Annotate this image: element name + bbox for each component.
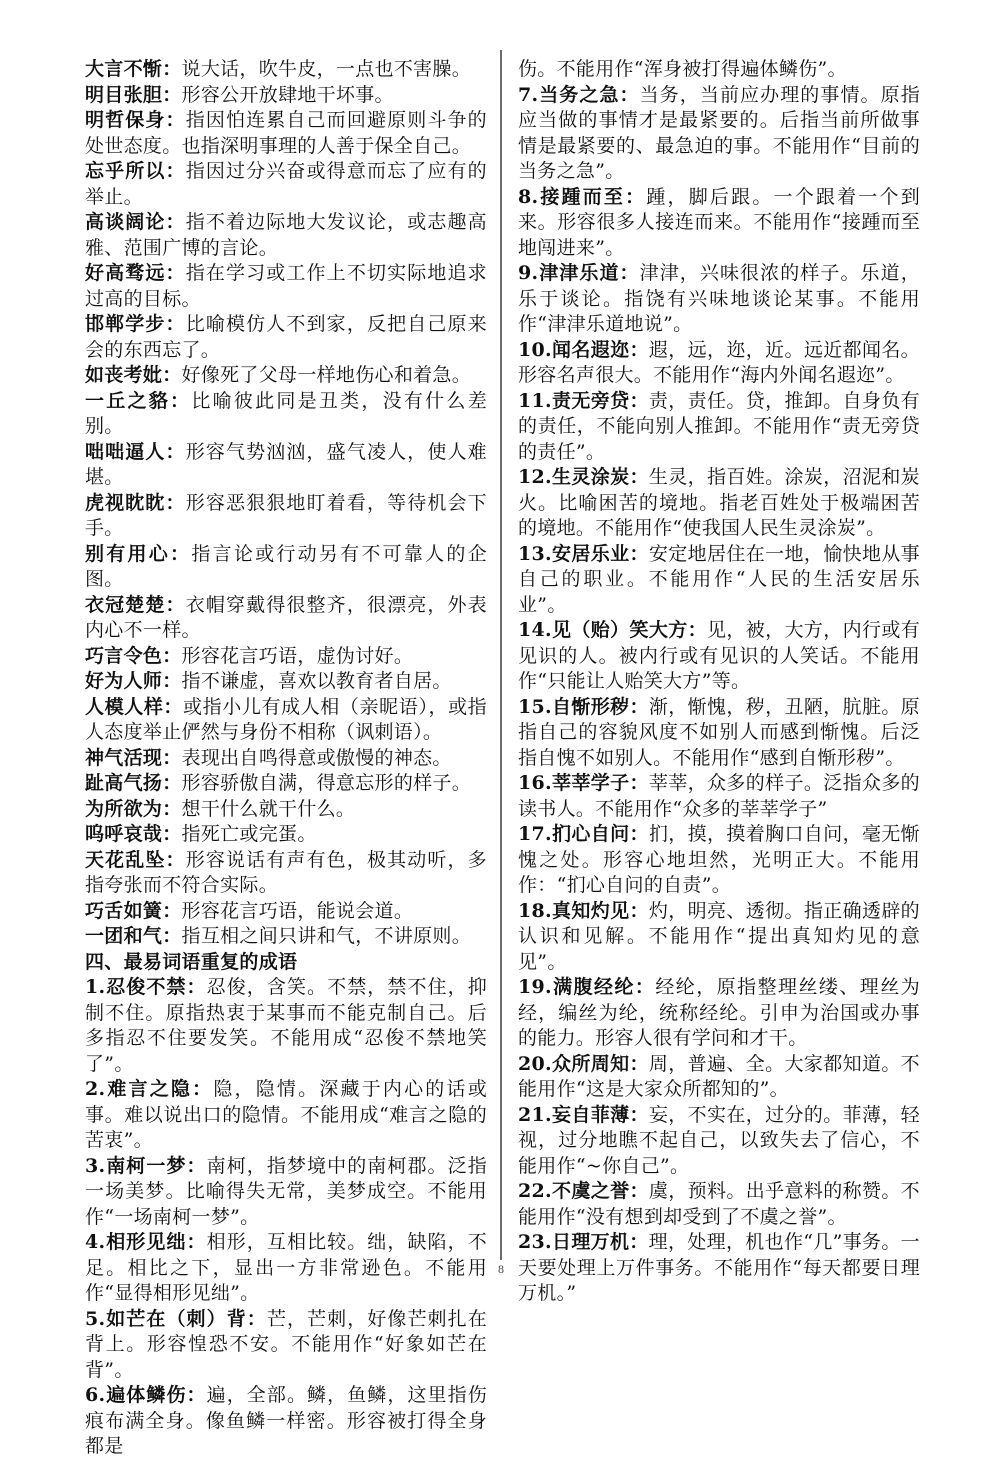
idiom-term: 5.如芒在（刺）背： (85, 1307, 267, 1330)
idiom-term: 19.满腹经纶： (518, 976, 656, 998)
idiom-definition: 生灵，指百姓。涂炭，沼泥和炭火。比喻困苦的境地。指老百姓处于极端困苦的境地。不能用作“使我国人民生灵涂炭”。 (518, 466, 920, 539)
idiom-entry (518, 465, 920, 542)
idiom-entry (85, 899, 487, 925)
idiom-entry (85, 491, 487, 542)
idiom-entry (518, 1052, 920, 1103)
idiom-term: 9.津津乐道： (518, 262, 640, 284)
idiom-definition: 妄，不实在，过分的。菲薄，轻视，过分地瞧不起自己，以致失去了信心，不能用作“~你自己”。 (518, 1103, 920, 1177)
idiom-term: 17.扪心自问： (518, 823, 649, 845)
idiom-term: 20.众所周知： (518, 1052, 649, 1075)
idiom-entry (85, 389, 487, 440)
idiom-entry (85, 210, 487, 261)
idiom-term: 22.不虞之誉： (518, 1180, 649, 1202)
idiom-term: 高谈阔论： (85, 211, 186, 233)
idiom-entry (85, 1307, 487, 1384)
idiom-entry (85, 771, 487, 797)
page-number: 8 (498, 1262, 504, 1276)
idiom-entry (85, 1154, 487, 1231)
left-column (85, 57, 487, 1460)
idiom-list-numbered (85, 975, 487, 1460)
idiom-term: 天花乱坠： (85, 848, 186, 871)
idiom-term: 衣冠楚楚： (85, 593, 186, 616)
section-heading: 四、最易词语重复的成语 (85, 950, 298, 973)
idiom-definition: 当务，当前应办理的事情。原指应当做的事情才是最紧要的。后指当前所做事情是最紧要的、最急迫的事。不能用作“目前的当务之急”。 (518, 83, 921, 182)
idiom-entry (85, 1077, 487, 1154)
idiom-term: 好高骛远： (85, 262, 186, 284)
idiom-definition: 遍，全部。鳞，鱼鳞，这里指伤痕布满全身。像鱼鳞一样密。形容被打得全身都是 (85, 1384, 488, 1457)
idiom-term: 如丧考妣： (85, 364, 182, 386)
idiom-definition: 灼，明亮、透彻。指正确透辟的认识和见解。不能用作“提出真知灼见的意见”。 (518, 899, 920, 973)
idiom-entry (85, 1230, 487, 1307)
idiom-definition: 形容气势汹汹，盛气凌人，使人难堪。 (85, 440, 487, 488)
idiom-term: 巧舌如簧： (85, 899, 182, 922)
idiom-definition: 指死亡或完蛋。 (181, 823, 317, 845)
idiom-list-general (85, 57, 487, 950)
idiom-term: 忘乎所以： (85, 160, 186, 182)
idiom-entry (85, 822, 487, 848)
idiom-entry (85, 644, 487, 670)
idiom-definition: 见，被，大方，内行或有见识的人。被内行或有见识的人笑话。不能用作“只能让人贻笑大方”等。 (518, 619, 920, 692)
idiom-definition: 形容恶狠狠地盯着看，等待机会下手。 (85, 491, 487, 539)
idiom-term: 人模人样： (85, 695, 184, 718)
idiom-definition: 指不谦虚，喜欢以教育者自居。 (181, 670, 452, 692)
idiom-term: 7.当务之急： (518, 83, 640, 106)
idiom-term: 18.真知灼见： (518, 899, 649, 922)
idiom-entry (85, 108, 487, 159)
idiom-term: 好为人师： (85, 670, 182, 692)
idiom-term: 1.忍俊不禁： (85, 976, 207, 998)
idiom-entry (518, 83, 920, 185)
idiom-definition: 南柯，指梦境中的南柯郡。泛指一场美梦。比喻得失无常，美梦成空。不能用作“一场南柯一梦”。 (85, 1154, 488, 1228)
idiom-definition: 津津，兴味很浓的样子。乐道，乐于谈论。指饶有兴味地谈论某事。不能用作“津津乐道地说”。 (518, 262, 921, 335)
idiom-definition: 形容公开放肆地干坏事。 (181, 83, 394, 106)
idiom-entry (85, 797, 487, 823)
idiom-term: 11.责无旁贷： (518, 389, 649, 412)
idiom-term: 虎视眈眈： (85, 491, 186, 514)
idiom-entry (85, 669, 487, 695)
idiom-entry (518, 1230, 920, 1307)
idiom-entry (518, 1179, 920, 1230)
idiom-entry (518, 542, 920, 619)
idiom-entry (85, 83, 487, 109)
idiom-entry (85, 593, 487, 644)
idiom-definition: 渐，惭愧，秽，丑陋，肮脏。原指自己的容貌风度不如别人而感到惭愧。后泛指自愧不如别人。不能用作“感到自惭形秽”。 (518, 695, 920, 769)
idiom-term: 趾高气扬： (85, 772, 182, 794)
idiom-entry (518, 1103, 920, 1180)
idiom-term: 12.生灵涂炭： (518, 466, 649, 488)
idiom-definition: 表现出自鸣得意或傲慢的神态。 (181, 746, 452, 769)
idiom-entry (85, 848, 487, 899)
idiom-entry (85, 440, 487, 491)
idiom-list-numbered-continued (518, 83, 920, 1307)
idiom-entry (85, 975, 487, 1077)
idiom-definition: 踵，脚后跟。一个跟着一个到来。形容很多人接连而来。不能用作“接踵而至地闯进来”。 (518, 185, 920, 259)
idiom-definition: 形容说话有声有色，极其动听，多指夸张而不符合实际。 (85, 848, 487, 896)
idiom-definition: 莘莘，众多的样子。泛指众多的读书人。不能用作“众多的莘莘学子” (518, 772, 920, 820)
idiom-entry (85, 924, 487, 950)
idiom-entry (85, 695, 487, 746)
idiom-entry (85, 746, 487, 772)
idiom-definition: 周，普遍、全。大家都知道。不能用作“这是大家众所都知的”。 (518, 1052, 920, 1100)
idiom-entry (518, 771, 920, 822)
idiom-term: 咄咄逼人： (85, 440, 186, 463)
idiom-term: 明目张胆： (85, 83, 182, 106)
idiom-definition: 想干什么就干什么。 (181, 797, 356, 820)
idiom-definition: 衣帽穿戴得很整齐，很漂亮，外表内心不一样。 (85, 593, 487, 641)
idiom-term: 别有用心： (85, 542, 192, 565)
idiom-term: 一团和气： (85, 925, 182, 947)
idiom-entry (85, 542, 487, 593)
idiom-term: 3.南柯一梦： (85, 1154, 207, 1177)
idiom-entry (85, 363, 487, 389)
idiom-term: 一丘之貉： (85, 389, 192, 412)
idiom-definition: 芒，芒刺，好像芒刺扎在背上。形容惶恐不安。不能用作“好象如芒在背”。 (85, 1307, 487, 1381)
idiom-definition: 指因怕连累自己而回避原则斗争的处世态度。也指深明事理的人善于保全自己。 (85, 109, 487, 157)
idiom-definition: 指互相之间只讲和气，不讲原则。 (181, 925, 472, 947)
idiom-term: 巧言令色： (85, 644, 182, 667)
idiom-definition: 忍俊，含笑。不禁，禁不住，抑制不住。原指热衷于某事而不能克制自己。后多指忍不住要发笑。不能用成“忍俊不禁地笑了”。 (85, 976, 488, 1075)
idiom-definition: 相形，互相比较。绌，缺陷，不足。相比之下，显出一方非常逊色。不能用作“显得相形见绌”。 (85, 1231, 488, 1304)
idiom-definition: 比喻彼此同是丑类，没有什么差别。 (85, 389, 487, 437)
idiom-term: 21.妄自菲薄： (518, 1103, 649, 1126)
idiom-term: 明哲保身： (85, 109, 186, 131)
right-column (518, 57, 920, 1307)
idiom-definition: 安定地居住在一地，愉快地从事自己的职业。不能用作“人民的生活安居乐业”。 (518, 542, 920, 616)
idiom-term: 为所欲为： (85, 797, 182, 820)
idiom-term: 邯郸学步： (85, 313, 186, 335)
column-divider (500, 50, 502, 1260)
idiom-term: 10.闻名遐迩： (518, 338, 649, 361)
idiom-entry (518, 185, 920, 262)
idiom-entry (518, 822, 920, 899)
idiom-definition: 形容花言巧语，能说会道。 (181, 899, 414, 922)
idiom-entry (518, 618, 920, 695)
idiom-definition: 经纶，原指整理丝缕、理丝为经，编丝为纶，统称经纶。引申为治国或办事的能力。形容人很有学问和才干。 (518, 976, 920, 1049)
idiom-definition: 指言论或行动另有不可靠人的企图。 (85, 542, 487, 590)
idiom-definition: 虞，预料。出乎意料的称赞。不能用作“没有想到却受到了不虞之誉”。 (518, 1180, 920, 1228)
idiom-entry (85, 312, 487, 363)
idiom-definition: 扪，摸，摸着胸口自问，毫无惭愧之处。形容心地坦然，光明正大。不能用作：“扪心自问的自责”。 (518, 823, 920, 896)
idiom-definition: 指不着边际地大发议论，或志趣高雅、范围广博的言论。 (85, 211, 487, 259)
idiom-definition: 好像死了父母一样地伤心和着急。 (181, 364, 472, 386)
idiom-definition: 理，处理，机也作“几”事务。一天要处理上万件事务。不能用作“每天都要日理万机。” (518, 1231, 920, 1304)
idiom-entry (518, 261, 920, 338)
idiom-entry (518, 338, 920, 389)
idiom-entry (518, 389, 920, 466)
idiom-entry (85, 1383, 487, 1460)
idiom-definition: 遐，远，迩，近。远近都闻名。形容名声很大。不能用作“海内外闻名遐迩”。 (518, 338, 920, 386)
idiom-entry (518, 695, 920, 772)
idiom-definition: 形容花言巧语，虚伪讨好。 (181, 644, 414, 667)
idiom-term: 神气活现： (85, 746, 182, 769)
idiom-term: 16.莘莘学子： (518, 772, 649, 794)
idiom-term: 23.日理万机： (518, 1231, 649, 1253)
idiom-entry (85, 261, 487, 312)
idiom-definition: 比喻模仿人不到家，反把自己原来会的东西忘了。 (85, 313, 487, 361)
idiom-term: 呜呼哀哉： (85, 823, 182, 845)
idiom-term: 8.接踵而至： (518, 185, 647, 208)
idiom-term: 15.自惭形秽： (518, 695, 649, 718)
idiom-term: 13.安居乐业： (518, 542, 649, 565)
idiom-term: 6.遍体鳞伤： (85, 1384, 207, 1406)
idiom-definition: 或指小儿有成人相（亲昵语），或指人态度举止俨然与身份不相称（讽刺语）。 (85, 695, 487, 743)
idiom-entry (518, 975, 920, 1052)
idiom-definition: 隐，隐情。深藏于内心的话或事。难以说出口的隐情。不能用成“难言之隐的苦衷”。 (85, 1078, 487, 1151)
idiom-entry (85, 57, 487, 83)
idiom-definition: 指因过分兴奋或得意而忘了应有的举止。 (85, 160, 487, 208)
idiom-entry (85, 159, 487, 210)
idiom-definition: 说大话，吹牛皮，一点也不害臊。 (181, 58, 472, 80)
idiom-definition: 形容骄傲自满，得意忘形的样子。 (181, 772, 472, 794)
idiom-term: 大言不惭： (85, 58, 182, 80)
idiom-term: 2.难言之隐： (85, 1078, 214, 1100)
continued-text: 伤。不能用作“浑身被打得遍体鳞伤”。 (518, 58, 847, 80)
idiom-term: 4.相形见绌： (85, 1231, 207, 1253)
idiom-definition: 责，责任。贷，推卸。自身负有的责任，不能向别人推卸。不能用作“责无旁贷的责任”。 (518, 389, 920, 463)
idiom-definition: 指在学习或工作上不切实际地追求过高的目标。 (85, 262, 487, 310)
idiom-term: 14.见（贻）笑大方： (518, 619, 707, 641)
idiom-entry (518, 899, 920, 976)
